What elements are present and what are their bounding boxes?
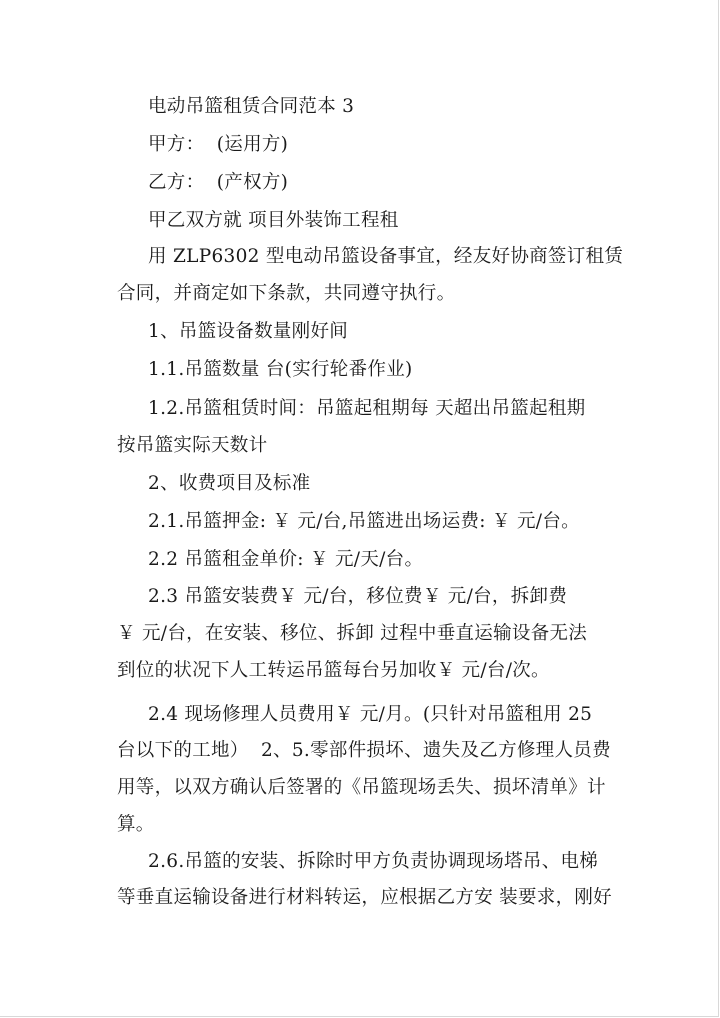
text-line: 等垂直运输设备进行材料转运，应根据乙方安 装要求，刚好 [117, 887, 612, 908]
text-line: 2.3 吊篮安装费￥ 元/台，移位费￥ 元/台，拆卸费 [148, 586, 568, 607]
section-heading: 1、吊篮设备数量刚好间 [148, 321, 349, 342]
text-line: 2.2 吊篮租金单价: ￥ 元/天/台。 [148, 549, 424, 570]
text-line: 1.2.吊篮租赁时间：吊篮起租期每 天超出吊篮起租期 [148, 398, 586, 419]
text-line: 按吊篮实际天数计 [117, 435, 268, 456]
text-line: 用等，以双方确认后签署的《吊篮现场丢失、损坏清单》计 [117, 777, 606, 798]
text-line: 2.6.吊篮的安装、拆除时甲方负责协调现场塔吊、电梯 [148, 851, 599, 872]
text-line: 2.1.吊篮押金: ￥ 元/台,吊篮进出场运费: ￥ 元/台。 [148, 511, 580, 532]
text-line: 到位的状况下人工转运吊篮每台另加收￥ 元/台/次。 [117, 660, 550, 681]
text-line: 台以下的工地） 2、5.零部件损坏、遗失及乙方修理人员费 [117, 740, 611, 761]
text-line: 2.4 现场修理人员费用￥ 元/月。(只针对吊篮租用 25 [148, 704, 593, 725]
text-line: 合同，并商定如下条款，共同遵守执行。 [117, 283, 456, 304]
party-a-line: 甲方： (运用方) [148, 134, 289, 155]
section-heading: 2、收费项目及标准 [148, 473, 311, 494]
text-line: 1.1.吊篮数量 台(实行轮番作业) [148, 359, 413, 380]
document-title: 电动吊篮租赁合同范本 3 [148, 96, 355, 117]
text-line: 用 ZLP6302 型电动吊篮设备事宜，经友好协商签订租赁 [148, 246, 624, 267]
text-line: ￥ 元/台，在安装、移位、拆卸 过程中垂直运输设备无法 [117, 623, 588, 644]
text-line: 算。 [117, 814, 155, 835]
party-b-line: 乙方： (产权方) [148, 172, 289, 193]
text-line: 甲乙双方就 项目外装饰工程租 [148, 210, 399, 231]
